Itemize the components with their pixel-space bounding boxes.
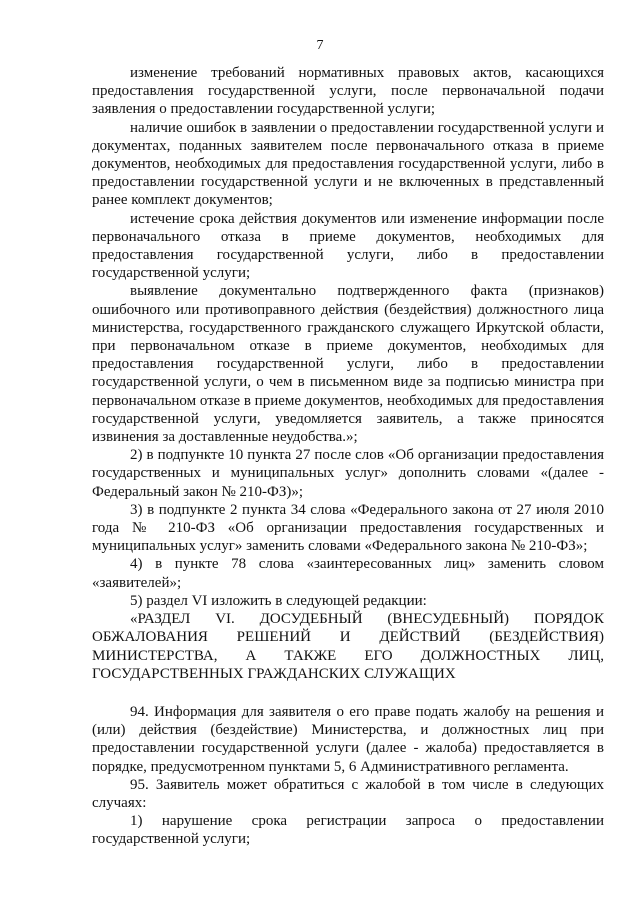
- section-heading: «РАЗДЕЛ VI. ДОСУДЕБНЫЙ (ВНЕСУДЕБНЫЙ) ПОРЯДОК ОБЖАЛОВАНИЯ РЕШЕНИЙ И ДЕЙСТВИЙ (БЕЗДЕЙСТВИЯ) МИНИСТЕРСТВА, А ТАКЖЕ ЕГО ДОЛЖНОСТНЫХ ЛИЦ, ГОСУДАРСТВЕННЫХ ГРАЖДАНСКИХ СЛУЖАЩИХ: [92, 611, 604, 682]
- paragraph: 94. Информация для заявителя о его праве подать жалобу на решения и (или) действия (бездействие) Министерства, и должностных лиц при предоставлении государственной услуги (далее - жалоба) предоставляется в порядке, предусмотренном пунктами 5, 6 Административного регламента.: [92, 703, 604, 775]
- paragraph: 4) в пункте 78 слова «заинтересованных лиц» заменить словом «заявителей»;: [92, 556, 604, 591]
- paragraph: выявление документально подтвержденного факта (признаков) ошибочного или противоправного действия (бездействия) должностного лица министерства, государственного гражданского служащего Иркутской области, при первоначальном отказе в приеме документов, необходимых для предоставления государственной услуги, либо в предоставлении государственной услуги, о чем в письменном виде за подписью министра при первоначальном отказе в приеме документов, необходимых для предоставления государственной услуги, уведомляется заявитель, а также приносятся извинения за доставленные неудобства.»;: [92, 283, 604, 446]
- paragraph: 5) раздел VI изложить в следующей редакции:: [130, 592, 427, 609]
- paragraph: 1) нарушение срока регистрации запроса о предоставлении государственной услуги;: [92, 813, 604, 848]
- paragraph: истечение срока действия документов или изменение информации после первоначального отказа в приеме документов, необходимых для предоставления государственной услуги, либо в предоставлении государственной услуги;: [92, 210, 604, 282]
- paragraph: 3) в подпункте 2 пункта 34 слова «Федерального закона от 27 июля 2010 года № 210-ФЗ «Об организации предоставления государственных и муниципальных услуг» заменить словами «Федерального закона № 210-ФЗ»;: [92, 501, 604, 555]
- page-number: 7: [316, 38, 324, 53]
- paragraph: изменение требований нормативных правовых актов, касающихся предоставления государственной услуги, после первоначальной подачи заявления о предоставлении государственной услуги;: [92, 65, 604, 118]
- spacer: [92, 683, 604, 703]
- document-body: [92, 64, 604, 849]
- paragraph: 95. Заявитель может обратиться с жалобой в том числе в следующих случаях:: [92, 776, 604, 811]
- paragraph: наличие ошибок в заявлении о предоставлении государственной услуги и документах, поданных заявителем после первоначального отказа в приеме документов, необходимых для предоставления государственной услуги, либо в предоставлении государственной услуги и не включенных в представленный ранее комплект документов;: [92, 119, 604, 209]
- paragraph: 2) в подпункте 10 пункта 27 после слов «Об организации предоставления государственных и муниципальных услуг» дополнить словами «(далее - Федеральный закон № 210-ФЗ)»;: [92, 447, 604, 500]
